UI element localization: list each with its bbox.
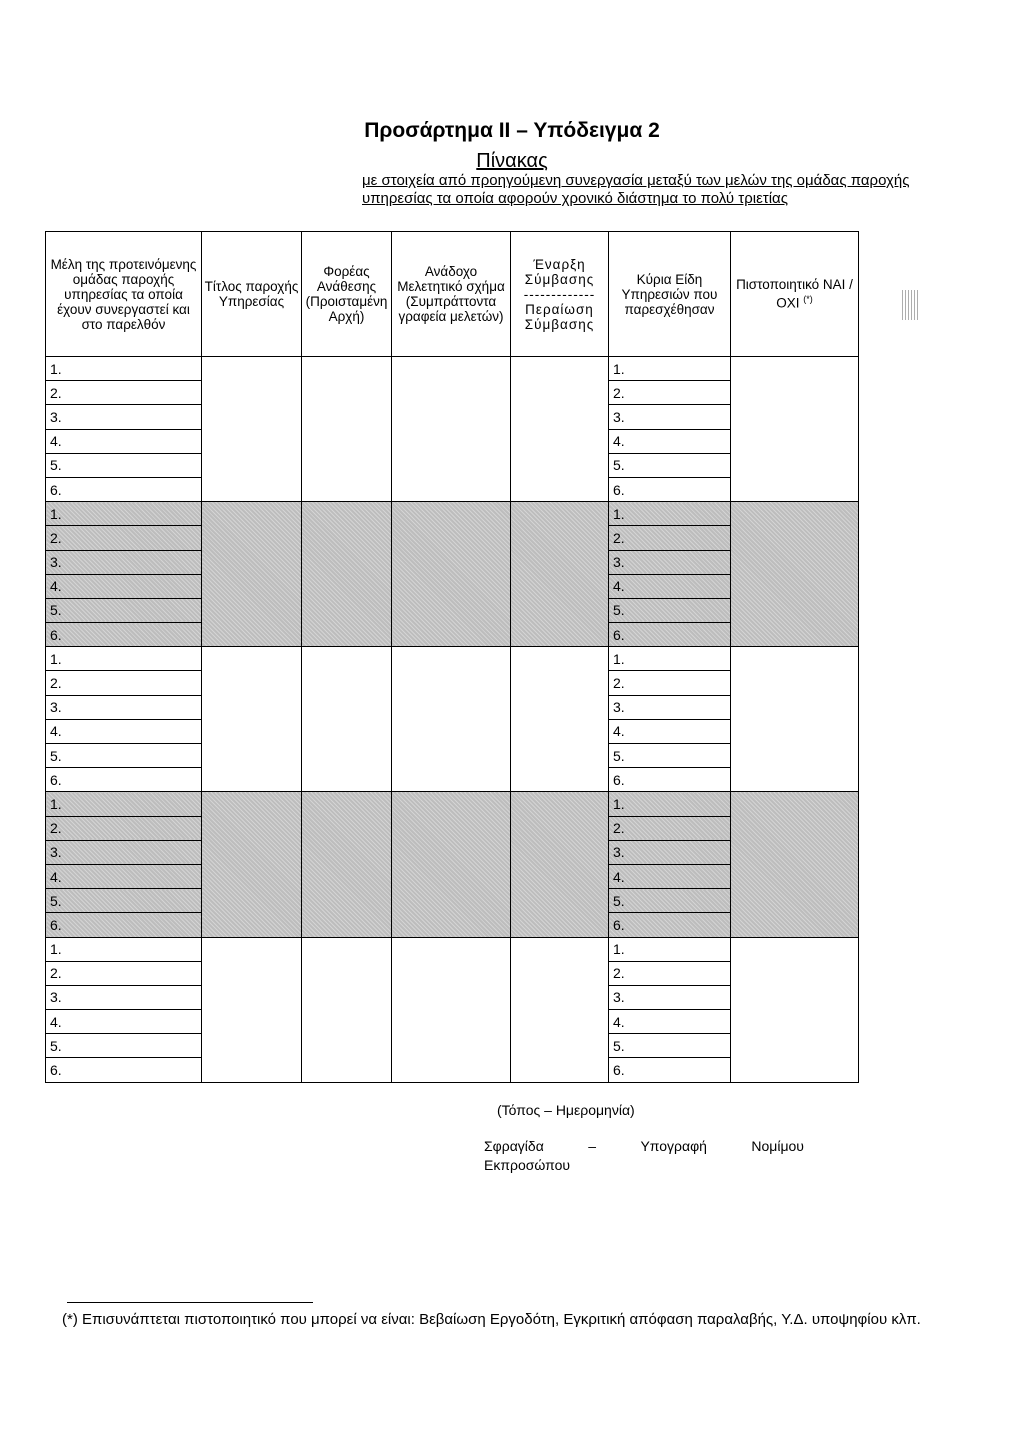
member-cell[interactable]: 6.	[46, 913, 202, 937]
service-type-cell[interactable]: 4.	[609, 864, 731, 888]
member-cell[interactable]: 6.	[46, 623, 202, 647]
service-title-cell[interactable]	[202, 502, 302, 647]
member-cell[interactable]: 2.	[46, 526, 202, 550]
scan-artifact-icon	[902, 290, 918, 320]
header-certificate	[731, 232, 859, 357]
service-type-cell[interactable]: 5.	[609, 1034, 731, 1058]
member-cell[interactable]: 4.	[46, 719, 202, 743]
table-header-row	[46, 232, 859, 357]
member-cell[interactable]: 1.	[46, 647, 202, 671]
contractor-cell[interactable]	[392, 937, 511, 1082]
contract-dates-cell[interactable]	[511, 502, 609, 647]
member-cell[interactable]: 1.	[46, 937, 202, 961]
contract-dates-cell[interactable]	[511, 647, 609, 792]
table-body	[46, 357, 859, 1083]
member-cell[interactable]: 5.	[46, 453, 202, 477]
legal-label: Νομίμου	[751, 1138, 804, 1154]
collaboration-table	[45, 231, 859, 1083]
member-cell[interactable]: 4.	[46, 864, 202, 888]
service-type-cell[interactable]: 3.	[609, 985, 731, 1009]
member-cell[interactable]: 3.	[46, 695, 202, 719]
header-service-title: Τίτλος παροχής Υπηρεσίας	[202, 232, 302, 357]
service-type-cell[interactable]: 6.	[609, 477, 731, 501]
header-contract-dates	[511, 232, 609, 357]
signature-label: Υπογραφή	[640, 1138, 707, 1154]
authority-cell[interactable]	[302, 792, 392, 937]
member-cell[interactable]: 2.	[46, 671, 202, 695]
member-cell[interactable]: 5.	[46, 744, 202, 768]
service-type-cell[interactable]: 2.	[609, 961, 731, 985]
header-certificate-mark: (*)	[803, 294, 813, 305]
member-cell[interactable]: 4.	[46, 1010, 202, 1034]
service-type-cell[interactable]: 4.	[609, 574, 731, 598]
contract-dates-cell[interactable]	[511, 792, 609, 937]
service-title-cell[interactable]	[202, 647, 302, 792]
service-type-cell[interactable]: 2.	[609, 671, 731, 695]
member-cell[interactable]: 6.	[46, 1058, 202, 1082]
header-authority: Φορέας Ανάθεσης (Προισταμένη Αρχή)	[302, 232, 392, 357]
contractor-cell[interactable]	[392, 502, 511, 647]
table-row	[46, 502, 859, 526]
member-cell[interactable]: 5.	[46, 1034, 202, 1058]
appendix-title: Προσάρτημα ΙΙ – Υπόδειγμα 2	[364, 119, 660, 142]
member-cell[interactable]: 3.	[46, 840, 202, 864]
header-end: Περαίωση Σύμβασης	[524, 301, 595, 332]
service-type-cell[interactable]: 4.	[609, 1010, 731, 1034]
member-cell[interactable]: 2.	[46, 961, 202, 985]
certificate-cell[interactable]	[731, 792, 859, 937]
authority-cell[interactable]	[302, 647, 392, 792]
service-type-cell[interactable]: 5.	[609, 453, 731, 477]
member-cell[interactable]: 3.	[46, 550, 202, 574]
service-type-cell[interactable]: 2.	[609, 381, 731, 405]
service-type-cell[interactable]: 1.	[609, 647, 731, 671]
service-type-cell[interactable]: 6.	[609, 623, 731, 647]
header-start: Έναρξη Σύμβασης	[524, 256, 595, 287]
certificate-cell[interactable]	[731, 502, 859, 647]
authority-cell[interactable]	[302, 357, 392, 502]
service-type-cell[interactable]: 6.	[609, 768, 731, 792]
footnote-rule	[67, 1302, 313, 1303]
member-cell[interactable]: 1.	[46, 792, 202, 816]
contractor-cell[interactable]	[392, 647, 511, 792]
header-contractor: Ανάδοχο Μελετητικό σχήμα (Συμπράττοντα γραφεία μελετών)	[392, 232, 511, 357]
table-row	[46, 792, 859, 816]
member-cell[interactable]: 4.	[46, 574, 202, 598]
member-cell[interactable]: 6.	[46, 477, 202, 501]
signature-block	[484, 1137, 804, 1175]
table-heading: Πίνακας	[476, 150, 548, 172]
header-separator: -------------	[523, 286, 596, 302]
service-type-cell[interactable]: 1.	[609, 357, 731, 381]
member-cell[interactable]: 4.	[46, 429, 202, 453]
footnote: (*) Επισυνάπτεται πιστοποιητικό που μπορεί να είναι: Βεβαίωση Εργοδότη, Εγκριτική απόφαση παραλαβής, Υ.Δ. υποψηφίου κλπ.	[62, 1311, 921, 1328]
service-type-cell[interactable]: 5.	[609, 889, 731, 913]
service-type-cell[interactable]: 3.	[609, 550, 731, 574]
header-members: Μέλη της προτεινόμενης ομάδας παροχής υπηρεσίας τα οποία έχουν συνεργαστεί και στο παρελθόν	[46, 232, 202, 357]
header-service-types: Κύρια Είδη Υπηρεσιών που παρεσχέθησαν	[609, 232, 731, 357]
member-cell[interactable]: 1.	[46, 357, 202, 381]
table-row	[46, 937, 859, 961]
service-type-cell[interactable]: 3.	[609, 405, 731, 429]
place-date-label: (Τόπος – Ημερομηνία)	[497, 1102, 635, 1118]
member-cell[interactable]: 5.	[46, 889, 202, 913]
member-cell[interactable]: 3.	[46, 405, 202, 429]
contractor-cell[interactable]	[392, 792, 511, 937]
service-type-cell[interactable]: 2.	[609, 526, 731, 550]
contract-dates-cell[interactable]	[511, 937, 609, 1082]
certificate-cell[interactable]	[731, 647, 859, 792]
service-type-cell[interactable]: 5.	[609, 744, 731, 768]
certificate-cell[interactable]	[731, 357, 859, 502]
service-type-cell[interactable]: 6.	[609, 913, 731, 937]
table-description: με στοιχεία από προηγούμενη συνεργασία μεταξύ των μελών της ομάδας παροχής υπηρεσίας τα οποία αφορούν χρονικό διάστημα το πολύ τριετίας	[362, 172, 910, 207]
authority-cell[interactable]	[302, 937, 392, 1082]
service-type-cell[interactable]: 3.	[609, 840, 731, 864]
member-cell[interactable]: 1.	[46, 502, 202, 526]
member-cell[interactable]: 2.	[46, 816, 202, 840]
service-title-cell[interactable]	[202, 792, 302, 937]
member-cell[interactable]: 3.	[46, 985, 202, 1009]
contractor-cell[interactable]	[392, 357, 511, 502]
table-row	[46, 357, 859, 381]
authority-cell[interactable]	[302, 502, 392, 647]
service-type-cell[interactable]: 1.	[609, 937, 731, 961]
service-type-cell[interactable]: 2.	[609, 816, 731, 840]
service-title-cell[interactable]	[202, 937, 302, 1082]
contract-dates-cell[interactable]	[511, 357, 609, 502]
certificate-cell[interactable]	[731, 937, 859, 1082]
service-type-cell[interactable]: 1.	[609, 792, 731, 816]
stamp-label: Σφραγίδα	[484, 1138, 544, 1154]
header-certificate-label: Πιστοποιητικό ΝΑΙ / ΟΧΙ	[736, 277, 853, 311]
table-row	[46, 647, 859, 671]
service-type-cell[interactable]: 3.	[609, 695, 731, 719]
member-cell[interactable]: 6.	[46, 768, 202, 792]
service-type-cell[interactable]: 5.	[609, 598, 731, 622]
member-cell[interactable]: 2.	[46, 381, 202, 405]
service-type-cell[interactable]: 4.	[609, 429, 731, 453]
service-title-cell[interactable]	[202, 357, 302, 502]
service-type-cell[interactable]: 6.	[609, 1058, 731, 1082]
representative-label: Εκπροσώπου	[484, 1157, 571, 1173]
member-cell[interactable]: 5.	[46, 598, 202, 622]
service-type-cell[interactable]: 4.	[609, 719, 731, 743]
signature-dash: –	[588, 1138, 597, 1154]
service-type-cell[interactable]: 1.	[609, 502, 731, 526]
